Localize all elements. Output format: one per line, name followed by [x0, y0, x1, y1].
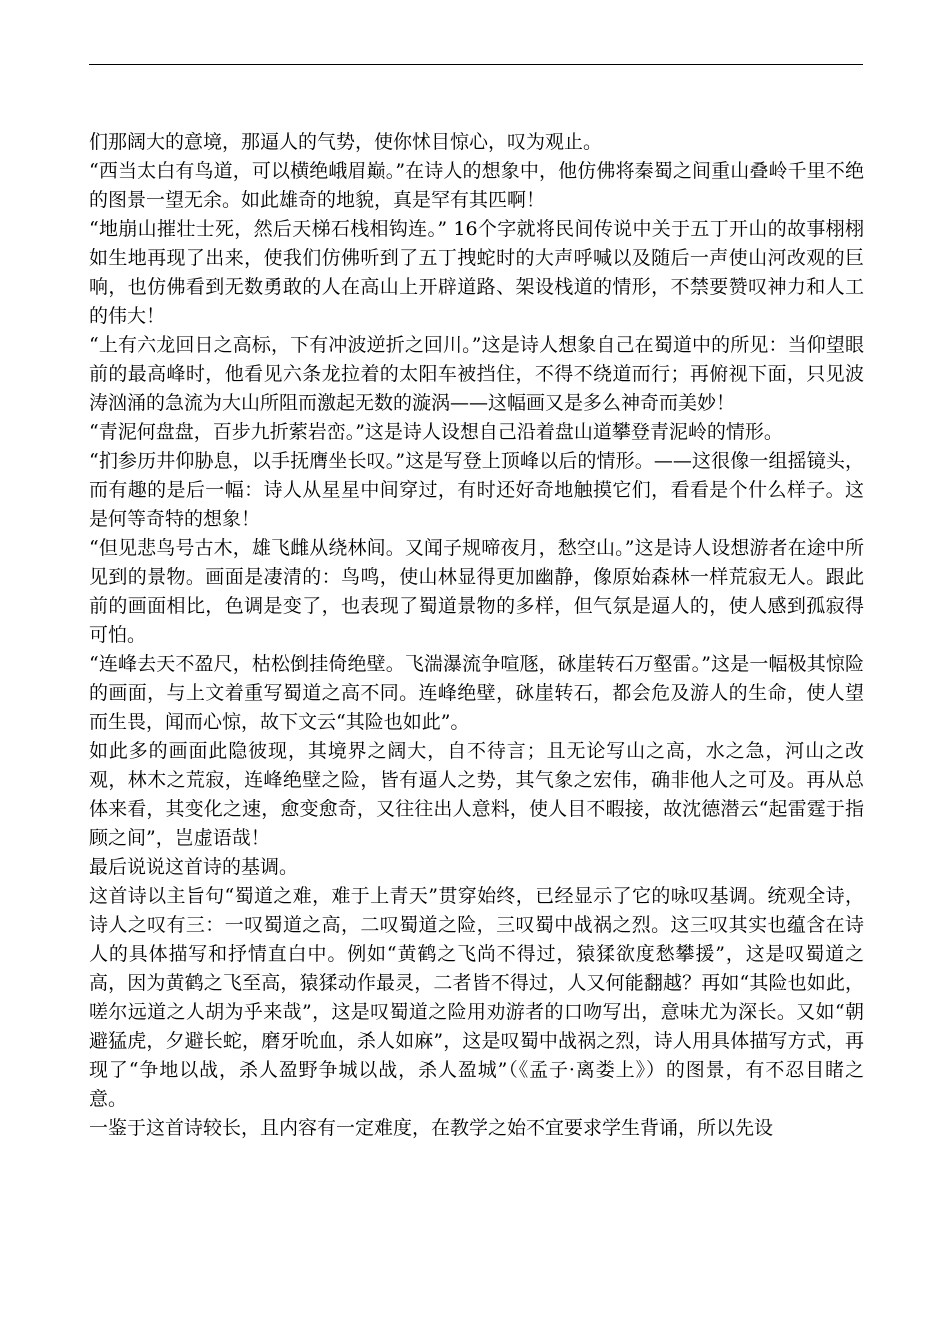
- paragraph-1: 们那阔大的意境，那逼人的气势，使你怵目惊心，叹为观止。: [89, 131, 603, 153]
- paragraph-11: 这首诗以主旨句“蜀道之难，难于上青天”贯穿始终，已经显示了它的咏叹基调。统观全诗，诗人之叹有三：一叹蜀道之高，二叹蜀道之险，三叹蜀中战祸之烈。这三叹其实也蕴含在诗人的具体描写和抒情直白中。例如“黄鹤之飞尚不得过，猿猱欲度愁攀援”，这是叹蜀道之高，因为黄鹤之飞至高，猿猱动作最灵，二者皆不得过，人又何能翻越？再如“其险也如此，嗟尔远道之人胡为乎来哉”，这是叹蜀道之险用劝游者的口吻写出，意味尤为深长。又如“朝避猛虎，夕避长蛇，磨牙吮血，杀人如麻”，这是叹蜀中战祸之烈，诗人用具体描写方式，再现了“争地以战，杀人盈野争城以战，杀人盈城”（《孟子·离娄上》）的图景，有不忍目睹之意。: [89, 885, 864, 1110]
- paragraph-12: 一鉴于这首诗较长，且内容有一定难度，在教学之始不宜要求学生背诵，所以先设: [89, 1117, 774, 1139]
- header-rule: [89, 64, 863, 65]
- paragraph-3: “地崩山摧壮士死，然后天梯石栈相钩连。” 16个字就将民间传说中关于五丁开山的故事栩栩如生地再现了出来，使我们仿佛听到了五丁拽蛇时的大声呼喊以及随后一声使山河改观的巨响，也仿佛看到无数勇敢的人在高山上开辟道路、架设栈道的情形，不禁要赞叹神力和人工的伟大！: [89, 218, 864, 327]
- paragraph-10: 最后说说这首诗的基调。: [89, 856, 299, 878]
- paragraph-7: “但见悲鸟号古木，雄飞雌从绕林间。又闻子规啼夜月，愁空山。”这是诗人设想游者在途中所见到的景物。画面是凄清的：鸟鸣，使山林显得更加幽静，像原始森林一样荒寂无人。跟此前的画面相比，色调是变了，也表现了蜀道景物的多样，但气氛是逼人的，使人感到孤寂得可怕。: [89, 537, 864, 646]
- paragraph-8: “连峰去天不盈尺，枯松倒挂倚绝壁。飞湍瀑流争喧豗，砯崖转石万壑雷。”这是一幅极其惊险的画面，与上文着重写蜀道之高不同。连峰绝壁，砯崖转石，都会危及游人的生命，使人望而生畏，闻而心惊，故下文云“其险也如此”。: [89, 653, 864, 733]
- paragraph-2: “西当太白有鸟道，可以横绝峨眉巅。”在诗人的想象中，他仿佛将秦蜀之间重山叠岭千里不绝的图景一望无余。如此雄奇的地貌，真是罕有其匹啊！: [89, 160, 864, 211]
- paragraph-9: 如此多的画面此隐彼现，其境界之阔大，自不待言；且无论写山之高，水之急，河山之改观，林木之荒寂，连峰绝壁之险，皆有逼人之势，其气象之宏伟，确非他人之可及。再从总体来看，其变化之速，愈变愈奇，又往往出人意料，使人目不暇接，故沈德潜云“起雷霆于指顾之间”，岂虚语哉！: [89, 740, 864, 849]
- document-body: [89, 128, 864, 1143]
- paragraph-4: “上有六龙回日之高标，下有冲波逆折之回川。”这是诗人想象自己在蜀道中的所见：当仰望眼前的最高峰时，他看见六条龙拉着的太阳车被挡住，不得不绕道而行；再俯视下面，只见波涛汹涌的急流为大山所阻而激起无数的漩涡——这幅画又是多么神奇而美妙！: [89, 334, 864, 414]
- paragraph-6: “扪参历井仰胁息，以手抚膺坐长叹。”这是写登上顶峰以后的情形。——这很像一组摇镜头，而有趣的是后一幅：诗人从星星中间穿过，有时还好奇地触摸它们，看看是个什么样子。这是何等奇特的想象！: [89, 450, 864, 530]
- paragraph-5: “青泥何盘盘，百步九折萦岩峦。”这是诗人设想自己沿着盘山道攀登青泥岭的情形。: [89, 421, 783, 443]
